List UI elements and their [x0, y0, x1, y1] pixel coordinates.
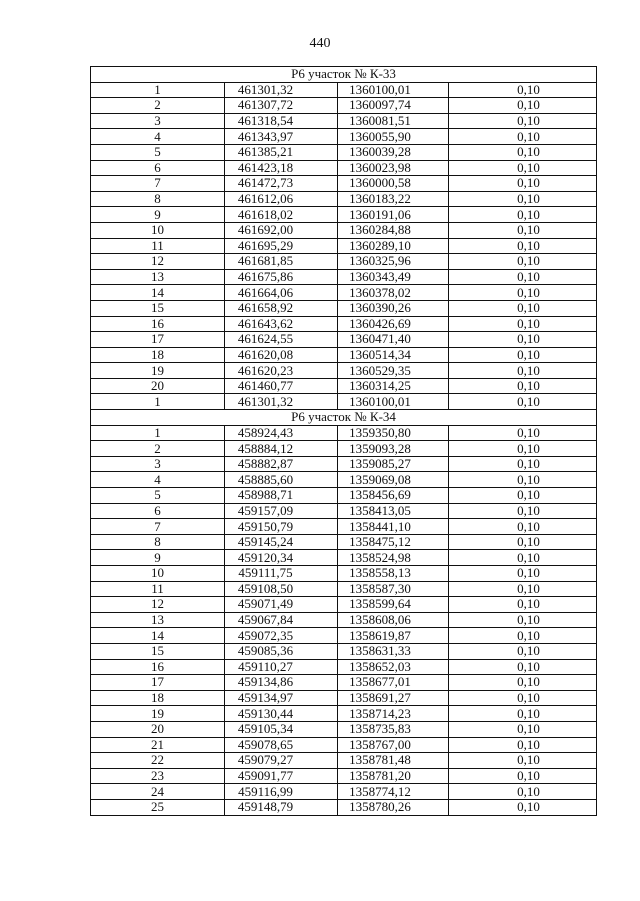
- x-coordinate: 461307,72: [225, 98, 338, 114]
- point-number: 19: [91, 706, 225, 722]
- x-coordinate: 459148,79: [225, 799, 338, 815]
- y-coordinate: 1360284,88: [338, 222, 449, 238]
- x-coordinate: 459120,34: [225, 550, 338, 566]
- accuracy-value: 0,10: [449, 98, 597, 114]
- x-coordinate: 461385,21: [225, 144, 338, 160]
- accuracy-value: 0,10: [449, 378, 597, 394]
- y-coordinate: 1360514,34: [338, 347, 449, 363]
- point-number: 12: [91, 597, 225, 613]
- y-coordinate: 1359085,27: [338, 456, 449, 472]
- table-row: [91, 129, 597, 145]
- point-number: 11: [91, 581, 225, 597]
- table-row: [91, 472, 597, 488]
- point-number: 8: [91, 534, 225, 550]
- y-coordinate: 1358781,48: [338, 753, 449, 769]
- point-number: 5: [91, 144, 225, 160]
- y-coordinate: 1358619,87: [338, 628, 449, 644]
- point-number: 21: [91, 737, 225, 753]
- x-coordinate: 461675,86: [225, 269, 338, 285]
- x-coordinate: 461692,00: [225, 222, 338, 238]
- table-row: [91, 566, 597, 582]
- section-title: Р6 участок № К-33: [91, 67, 597, 83]
- y-coordinate: 1360390,26: [338, 300, 449, 316]
- accuracy-value: 0,10: [449, 472, 597, 488]
- point-number: 11: [91, 238, 225, 254]
- accuracy-value: 0,10: [449, 581, 597, 597]
- x-coordinate: 461618,02: [225, 207, 338, 223]
- table-row: [91, 222, 597, 238]
- table-row: [91, 238, 597, 254]
- table-row: [91, 799, 597, 815]
- y-coordinate: 1360314,25: [338, 378, 449, 394]
- y-coordinate: 1358691,27: [338, 690, 449, 706]
- table-row: [91, 488, 597, 504]
- point-number: 9: [91, 207, 225, 223]
- y-coordinate: 1358652,03: [338, 659, 449, 675]
- accuracy-value: 0,10: [449, 659, 597, 675]
- section-header-row: [91, 67, 597, 83]
- point-number: 18: [91, 690, 225, 706]
- point-number: 4: [91, 472, 225, 488]
- table-row: [91, 378, 597, 394]
- accuracy-value: 0,10: [449, 456, 597, 472]
- y-coordinate: 1358587,30: [338, 581, 449, 597]
- point-number: 24: [91, 784, 225, 800]
- y-coordinate: 1360055,90: [338, 129, 449, 145]
- table-row: [91, 144, 597, 160]
- accuracy-value: 0,10: [449, 737, 597, 753]
- accuracy-value: 0,10: [449, 503, 597, 519]
- point-number: 14: [91, 285, 225, 301]
- point-number: 5: [91, 488, 225, 504]
- accuracy-value: 0,10: [449, 176, 597, 192]
- accuracy-value: 0,10: [449, 706, 597, 722]
- point-number: 17: [91, 675, 225, 691]
- table-row: [91, 254, 597, 270]
- point-number: 16: [91, 316, 225, 332]
- y-coordinate: 1359069,08: [338, 472, 449, 488]
- y-coordinate: 1358524,98: [338, 550, 449, 566]
- x-coordinate: 459067,84: [225, 612, 338, 628]
- y-coordinate: 1360039,28: [338, 144, 449, 160]
- accuracy-value: 0,10: [449, 129, 597, 145]
- table-row: [91, 534, 597, 550]
- x-coordinate: 459111,75: [225, 566, 338, 582]
- y-coordinate: 1360325,96: [338, 254, 449, 270]
- y-coordinate: 1360426,69: [338, 316, 449, 332]
- point-number: 2: [91, 98, 225, 114]
- accuracy-value: 0,10: [449, 675, 597, 691]
- accuracy-value: 0,10: [449, 519, 597, 535]
- point-number: 18: [91, 347, 225, 363]
- accuracy-value: 0,10: [449, 721, 597, 737]
- x-coordinate: 458924,43: [225, 425, 338, 441]
- x-coordinate: 459085,36: [225, 643, 338, 659]
- coordinates-table-body: [91, 67, 597, 816]
- x-coordinate: 461658,92: [225, 300, 338, 316]
- point-number: 19: [91, 363, 225, 379]
- table-row: [91, 690, 597, 706]
- table-row: [91, 425, 597, 441]
- x-coordinate: 459071,49: [225, 597, 338, 613]
- table-row: [91, 363, 597, 379]
- x-coordinate: 459105,34: [225, 721, 338, 737]
- y-coordinate: 1360343,49: [338, 269, 449, 285]
- table-row: [91, 706, 597, 722]
- accuracy-value: 0,10: [449, 597, 597, 613]
- point-number: 12: [91, 254, 225, 270]
- x-coordinate: 459145,24: [225, 534, 338, 550]
- x-coordinate: 459134,86: [225, 675, 338, 691]
- accuracy-value: 0,10: [449, 144, 597, 160]
- x-coordinate: 459130,44: [225, 706, 338, 722]
- y-coordinate: 1360100,01: [338, 82, 449, 98]
- table-row: [91, 98, 597, 114]
- page-number: 440: [309, 36, 331, 51]
- accuracy-value: 0,10: [449, 285, 597, 301]
- y-coordinate: 1360191,06: [338, 207, 449, 223]
- table-row: [91, 160, 597, 176]
- y-coordinate: 1360183,22: [338, 191, 449, 207]
- accuracy-value: 0,10: [449, 799, 597, 815]
- accuracy-value: 0,10: [449, 347, 597, 363]
- table-row: [91, 300, 597, 316]
- table-row: [91, 659, 597, 675]
- x-coordinate: 461301,32: [225, 394, 338, 410]
- y-coordinate: 1358781,20: [338, 768, 449, 784]
- point-number: 3: [91, 113, 225, 129]
- point-number: 8: [91, 191, 225, 207]
- x-coordinate: 461620,23: [225, 363, 338, 379]
- accuracy-value: 0,10: [449, 628, 597, 644]
- point-number: 10: [91, 566, 225, 582]
- y-coordinate: 1358780,26: [338, 799, 449, 815]
- x-coordinate: 461612,06: [225, 191, 338, 207]
- table-row: [91, 643, 597, 659]
- accuracy-value: 0,10: [449, 300, 597, 316]
- y-coordinate: 1358413,05: [338, 503, 449, 519]
- y-coordinate: 1360471,40: [338, 332, 449, 348]
- x-coordinate: 458885,60: [225, 472, 338, 488]
- accuracy-value: 0,10: [449, 269, 597, 285]
- y-coordinate: 1360529,35: [338, 363, 449, 379]
- y-coordinate: 1358456,69: [338, 488, 449, 504]
- table-row: [91, 784, 597, 800]
- x-coordinate: 461460,77: [225, 378, 338, 394]
- y-coordinate: 1358558,13: [338, 566, 449, 582]
- table-row: [91, 207, 597, 223]
- point-number: 10: [91, 222, 225, 238]
- table-row: [91, 768, 597, 784]
- table-row: [91, 332, 597, 348]
- y-coordinate: 1360378,02: [338, 285, 449, 301]
- point-number: 16: [91, 659, 225, 675]
- accuracy-value: 0,10: [449, 238, 597, 254]
- accuracy-value: 0,10: [449, 82, 597, 98]
- x-coordinate: 459091,77: [225, 768, 338, 784]
- y-coordinate: 1358475,12: [338, 534, 449, 550]
- y-coordinate: 1358599,64: [338, 597, 449, 613]
- table-row: [91, 519, 597, 535]
- x-coordinate: 461620,08: [225, 347, 338, 363]
- table-row: [91, 737, 597, 753]
- accuracy-value: 0,10: [449, 753, 597, 769]
- accuracy-value: 0,10: [449, 222, 597, 238]
- accuracy-value: 0,10: [449, 191, 597, 207]
- x-coordinate: 461695,29: [225, 238, 338, 254]
- x-coordinate: 461643,62: [225, 316, 338, 332]
- point-number: 17: [91, 332, 225, 348]
- table-row: [91, 82, 597, 98]
- y-coordinate: 1359350,80: [338, 425, 449, 441]
- x-coordinate: 461318,54: [225, 113, 338, 129]
- x-coordinate: 459072,35: [225, 628, 338, 644]
- x-coordinate: 459157,09: [225, 503, 338, 519]
- accuracy-value: 0,10: [449, 488, 597, 504]
- y-coordinate: 1360081,51: [338, 113, 449, 129]
- table-row: [91, 675, 597, 691]
- y-coordinate: 1359093,28: [338, 441, 449, 457]
- x-coordinate: 459108,50: [225, 581, 338, 597]
- y-coordinate: 1360097,74: [338, 98, 449, 114]
- x-coordinate: 458882,87: [225, 456, 338, 472]
- point-number: 7: [91, 519, 225, 535]
- x-coordinate: 461664,06: [225, 285, 338, 301]
- point-number: 9: [91, 550, 225, 566]
- y-coordinate: 1358714,23: [338, 706, 449, 722]
- y-coordinate: 1358441,10: [338, 519, 449, 535]
- accuracy-value: 0,10: [449, 566, 597, 582]
- x-coordinate: 459079,27: [225, 753, 338, 769]
- accuracy-value: 0,10: [449, 394, 597, 410]
- accuracy-value: 0,10: [449, 363, 597, 379]
- coordinates-table: [90, 66, 597, 816]
- table-row: [91, 597, 597, 613]
- section-title: Р6 участок № К-34: [91, 410, 597, 426]
- table-row: [91, 456, 597, 472]
- accuracy-value: 0,10: [449, 425, 597, 441]
- accuracy-value: 0,10: [449, 113, 597, 129]
- x-coordinate: 459150,79: [225, 519, 338, 535]
- accuracy-value: 0,10: [449, 441, 597, 457]
- point-number: 3: [91, 456, 225, 472]
- table-row: [91, 285, 597, 301]
- table-row: [91, 612, 597, 628]
- point-number: 22: [91, 753, 225, 769]
- accuracy-value: 0,10: [449, 207, 597, 223]
- x-coordinate: 459116,99: [225, 784, 338, 800]
- table-row: [91, 394, 597, 410]
- table-row: [91, 191, 597, 207]
- point-number: 20: [91, 721, 225, 737]
- point-number: 23: [91, 768, 225, 784]
- accuracy-value: 0,10: [449, 643, 597, 659]
- point-number: 2: [91, 441, 225, 457]
- x-coordinate: 458988,71: [225, 488, 338, 504]
- table-row: [91, 581, 597, 597]
- accuracy-value: 0,10: [449, 534, 597, 550]
- x-coordinate: 461681,85: [225, 254, 338, 270]
- x-coordinate: 461343,97: [225, 129, 338, 145]
- accuracy-value: 0,10: [449, 316, 597, 332]
- x-coordinate: 461423,18: [225, 160, 338, 176]
- table-row: [91, 753, 597, 769]
- table-row: [91, 503, 597, 519]
- table-row: [91, 441, 597, 457]
- point-number: 15: [91, 643, 225, 659]
- y-coordinate: 1358735,83: [338, 721, 449, 737]
- point-number: 1: [91, 425, 225, 441]
- table-row: [91, 550, 597, 566]
- point-number: 13: [91, 612, 225, 628]
- accuracy-value: 0,10: [449, 550, 597, 566]
- y-coordinate: 1358608,06: [338, 612, 449, 628]
- x-coordinate: 459078,65: [225, 737, 338, 753]
- point-number: 25: [91, 799, 225, 815]
- table-row: [91, 176, 597, 192]
- x-coordinate: 461624,55: [225, 332, 338, 348]
- point-number: 7: [91, 176, 225, 192]
- point-number: 14: [91, 628, 225, 644]
- y-coordinate: 1358631,33: [338, 643, 449, 659]
- x-coordinate: 459134,97: [225, 690, 338, 706]
- table-row: [91, 347, 597, 363]
- y-coordinate: 1358774,12: [338, 784, 449, 800]
- accuracy-value: 0,10: [449, 332, 597, 348]
- y-coordinate: 1360000,58: [338, 176, 449, 192]
- y-coordinate: 1360100,01: [338, 394, 449, 410]
- y-coordinate: 1358677,01: [338, 675, 449, 691]
- table-row: [91, 113, 597, 129]
- point-number: 6: [91, 160, 225, 176]
- accuracy-value: 0,10: [449, 254, 597, 270]
- y-coordinate: 1358767,00: [338, 737, 449, 753]
- y-coordinate: 1360289,10: [338, 238, 449, 254]
- section-header-row: [91, 410, 597, 426]
- table-row: [91, 269, 597, 285]
- point-number: 1: [91, 394, 225, 410]
- accuracy-value: 0,10: [449, 612, 597, 628]
- point-number: 1: [91, 82, 225, 98]
- point-number: 15: [91, 300, 225, 316]
- x-coordinate: 459110,27: [225, 659, 338, 675]
- y-coordinate: 1360023,98: [338, 160, 449, 176]
- x-coordinate: 458884,12: [225, 441, 338, 457]
- point-number: 20: [91, 378, 225, 394]
- accuracy-value: 0,10: [449, 784, 597, 800]
- point-number: 4: [91, 129, 225, 145]
- accuracy-value: 0,10: [449, 690, 597, 706]
- table-row: [91, 628, 597, 644]
- table-row: [91, 316, 597, 332]
- point-number: 13: [91, 269, 225, 285]
- x-coordinate: 461472,73: [225, 176, 338, 192]
- accuracy-value: 0,10: [449, 768, 597, 784]
- table-row: [91, 721, 597, 737]
- point-number: 6: [91, 503, 225, 519]
- accuracy-value: 0,10: [449, 160, 597, 176]
- x-coordinate: 461301,32: [225, 82, 338, 98]
